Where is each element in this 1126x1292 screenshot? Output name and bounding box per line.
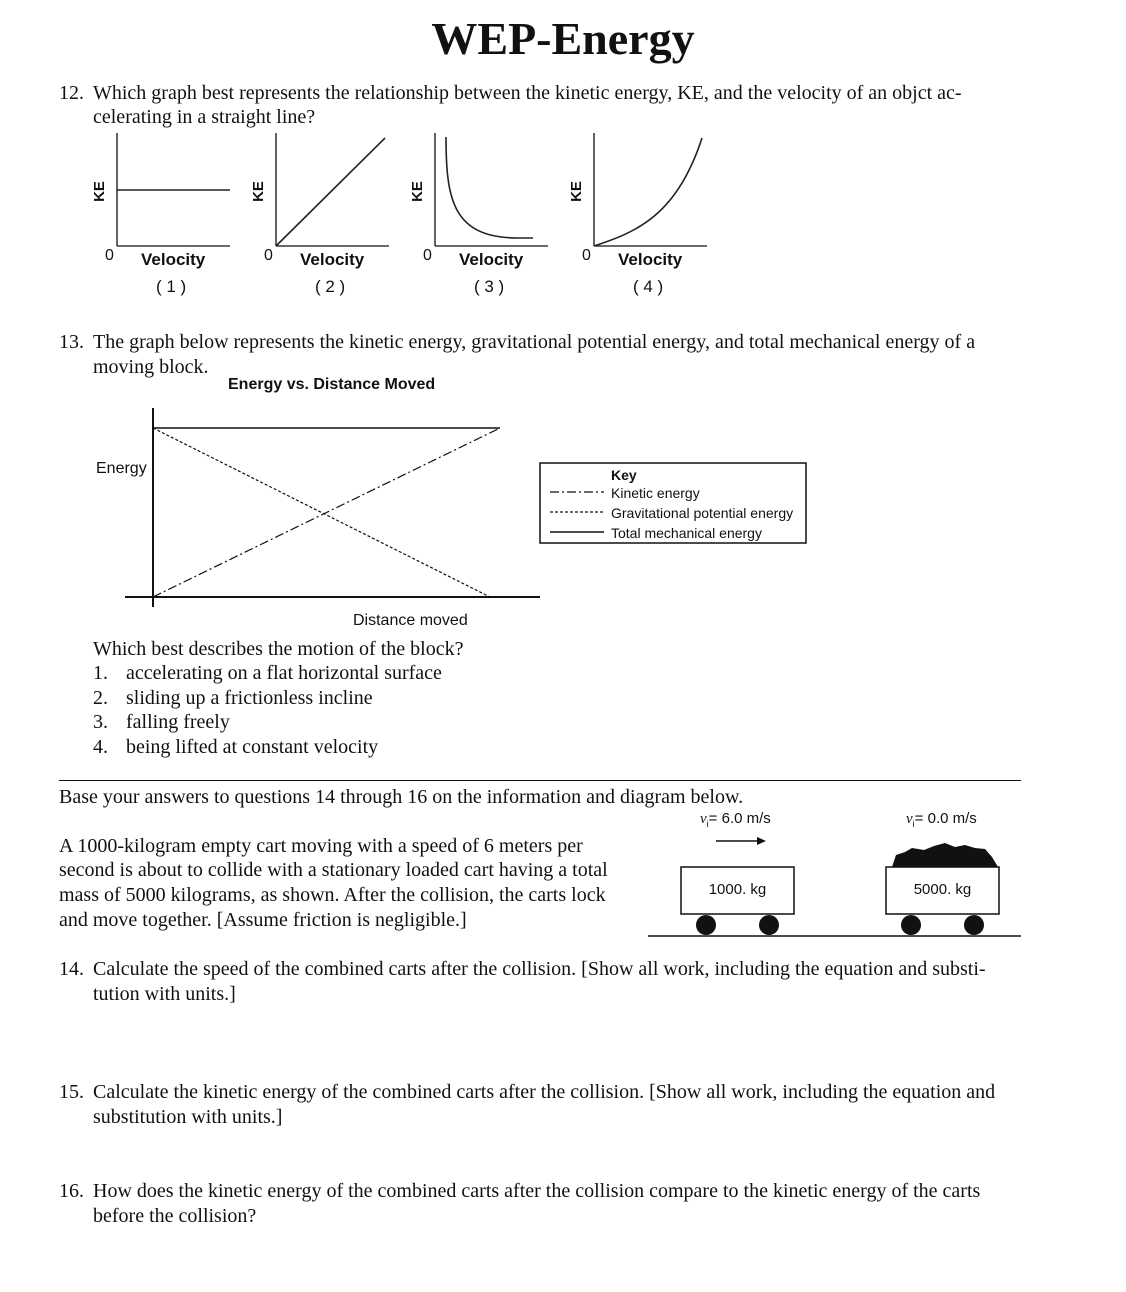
base-para-2: second is about to collide with a stationary loaded cart having a total [59,859,608,881]
graph-xlabel: Velocity [141,250,206,269]
q13-line-2: moving block. [93,356,209,378]
base-para-1: A 1000-kilogram empty cart moving with a speed of 6 meters per [59,835,583,857]
option-2-number: 2. [93,686,108,709]
option-4-text: being lifted at constant velocity [126,736,379,759]
graph-origin: 0 [423,247,432,264]
page-title: WEP-Energy [431,13,695,64]
q12-line-1: Which graph best represents the relationship between the kinetic energy, KE, and the velocity of an objct ac- [93,82,962,104]
cart2-velocity-value: = 0.0 m/s [914,810,977,827]
base-para-3: mass of 5000 kilograms, as shown. After the collision, the carts lock [59,884,606,906]
option-3-number: 3. [93,711,108,734]
v-sub: i [706,819,709,829]
graph-ylabel: KE [249,181,267,202]
cart2-wheel [901,915,921,935]
key-ke: Kinetic energy [611,485,700,501]
graph-choice: ( 2 ) [315,277,346,296]
option-3-text: falling freely [126,711,230,734]
option-4-number: 4. [93,736,108,759]
energy-chart-ylabel: Energy [96,460,147,477]
q16-line-1: How does the kinetic energy of the combined carts after the collision compare to the kinetic energy of the carts [93,1180,981,1202]
q15-line-1: Calculate the kinetic energy of the combined carts after the collision. [Show all work, including the equation and [93,1081,996,1103]
q14-line-1: Calculate the speed of the combined carts after the collision. [Show all work, including the equation and substi- [93,958,986,980]
graph-choice: ( 4 ) [633,277,664,296]
cart1-velocity-value: = 6.0 m/s [708,810,771,827]
q16-number: 16. [59,1180,84,1202]
base-para-4: and move together. [Assume friction is negligible.] [59,909,467,931]
v-symbol: v [906,811,913,827]
energy-chart-xlabel: Distance moved [353,612,468,629]
arrowhead-icon [757,837,766,845]
q12-number: 12. [59,82,84,104]
graph-ylabel: KE [567,181,585,202]
cart2-load [892,843,998,867]
q16-line-2: before the collision? [93,1205,257,1227]
key-title: Key [611,467,637,483]
option-2-text: sliding up a frictionless incline [126,686,373,709]
q15-number: 15. [59,1081,84,1103]
cart1-wheel [759,915,779,935]
graph-xlabel: Velocity [618,250,683,269]
q14-number: 14. [59,958,84,980]
graph-ylabel: KE [90,181,108,202]
q13-prompt: Which best describes the motion of the block? [93,638,464,660]
v-symbol: v [700,811,707,827]
cart1-mass: 1000. kg [708,881,767,898]
graph-origin: 0 [582,247,591,264]
key-tme: Total mechanical energy [611,525,762,541]
q15-line-2: substitution with units.] [93,1106,283,1128]
q14-line-2: tution with units.] [93,983,236,1005]
graph-origin: 0 [105,247,114,264]
q13-number: 13. [59,331,84,353]
graph-choice: ( 1 ) [156,277,187,296]
base-intro: Base your answers to questions 14 through 16 on the information and diagram below. [59,786,744,808]
v-sub: i [912,819,915,829]
graph-xlabel: Velocity [300,250,365,269]
graph-ylabel: KE [408,181,426,202]
option-1-text: accelerating on a flat horizontal surface [126,662,442,684]
cart2-wheel [964,915,984,935]
graph-xlabel: Velocity [459,250,524,269]
key-gpe: Gravitational potential energy [611,505,794,521]
q12-line-2: celerating in a straight line? [93,106,316,128]
energy-chart-title: Energy vs. Distance Moved [228,376,436,393]
q13-line-1: The graph below represents the kinetic energy, gravitational potential energy, and total mechanical energy of a [93,331,976,353]
option-1-number: 1. [93,662,108,684]
cart1-wheel [696,915,716,935]
graph-choice: ( 3 ) [474,277,505,296]
cart2-mass: 5000. kg [913,881,972,898]
graph-origin: 0 [264,247,273,264]
